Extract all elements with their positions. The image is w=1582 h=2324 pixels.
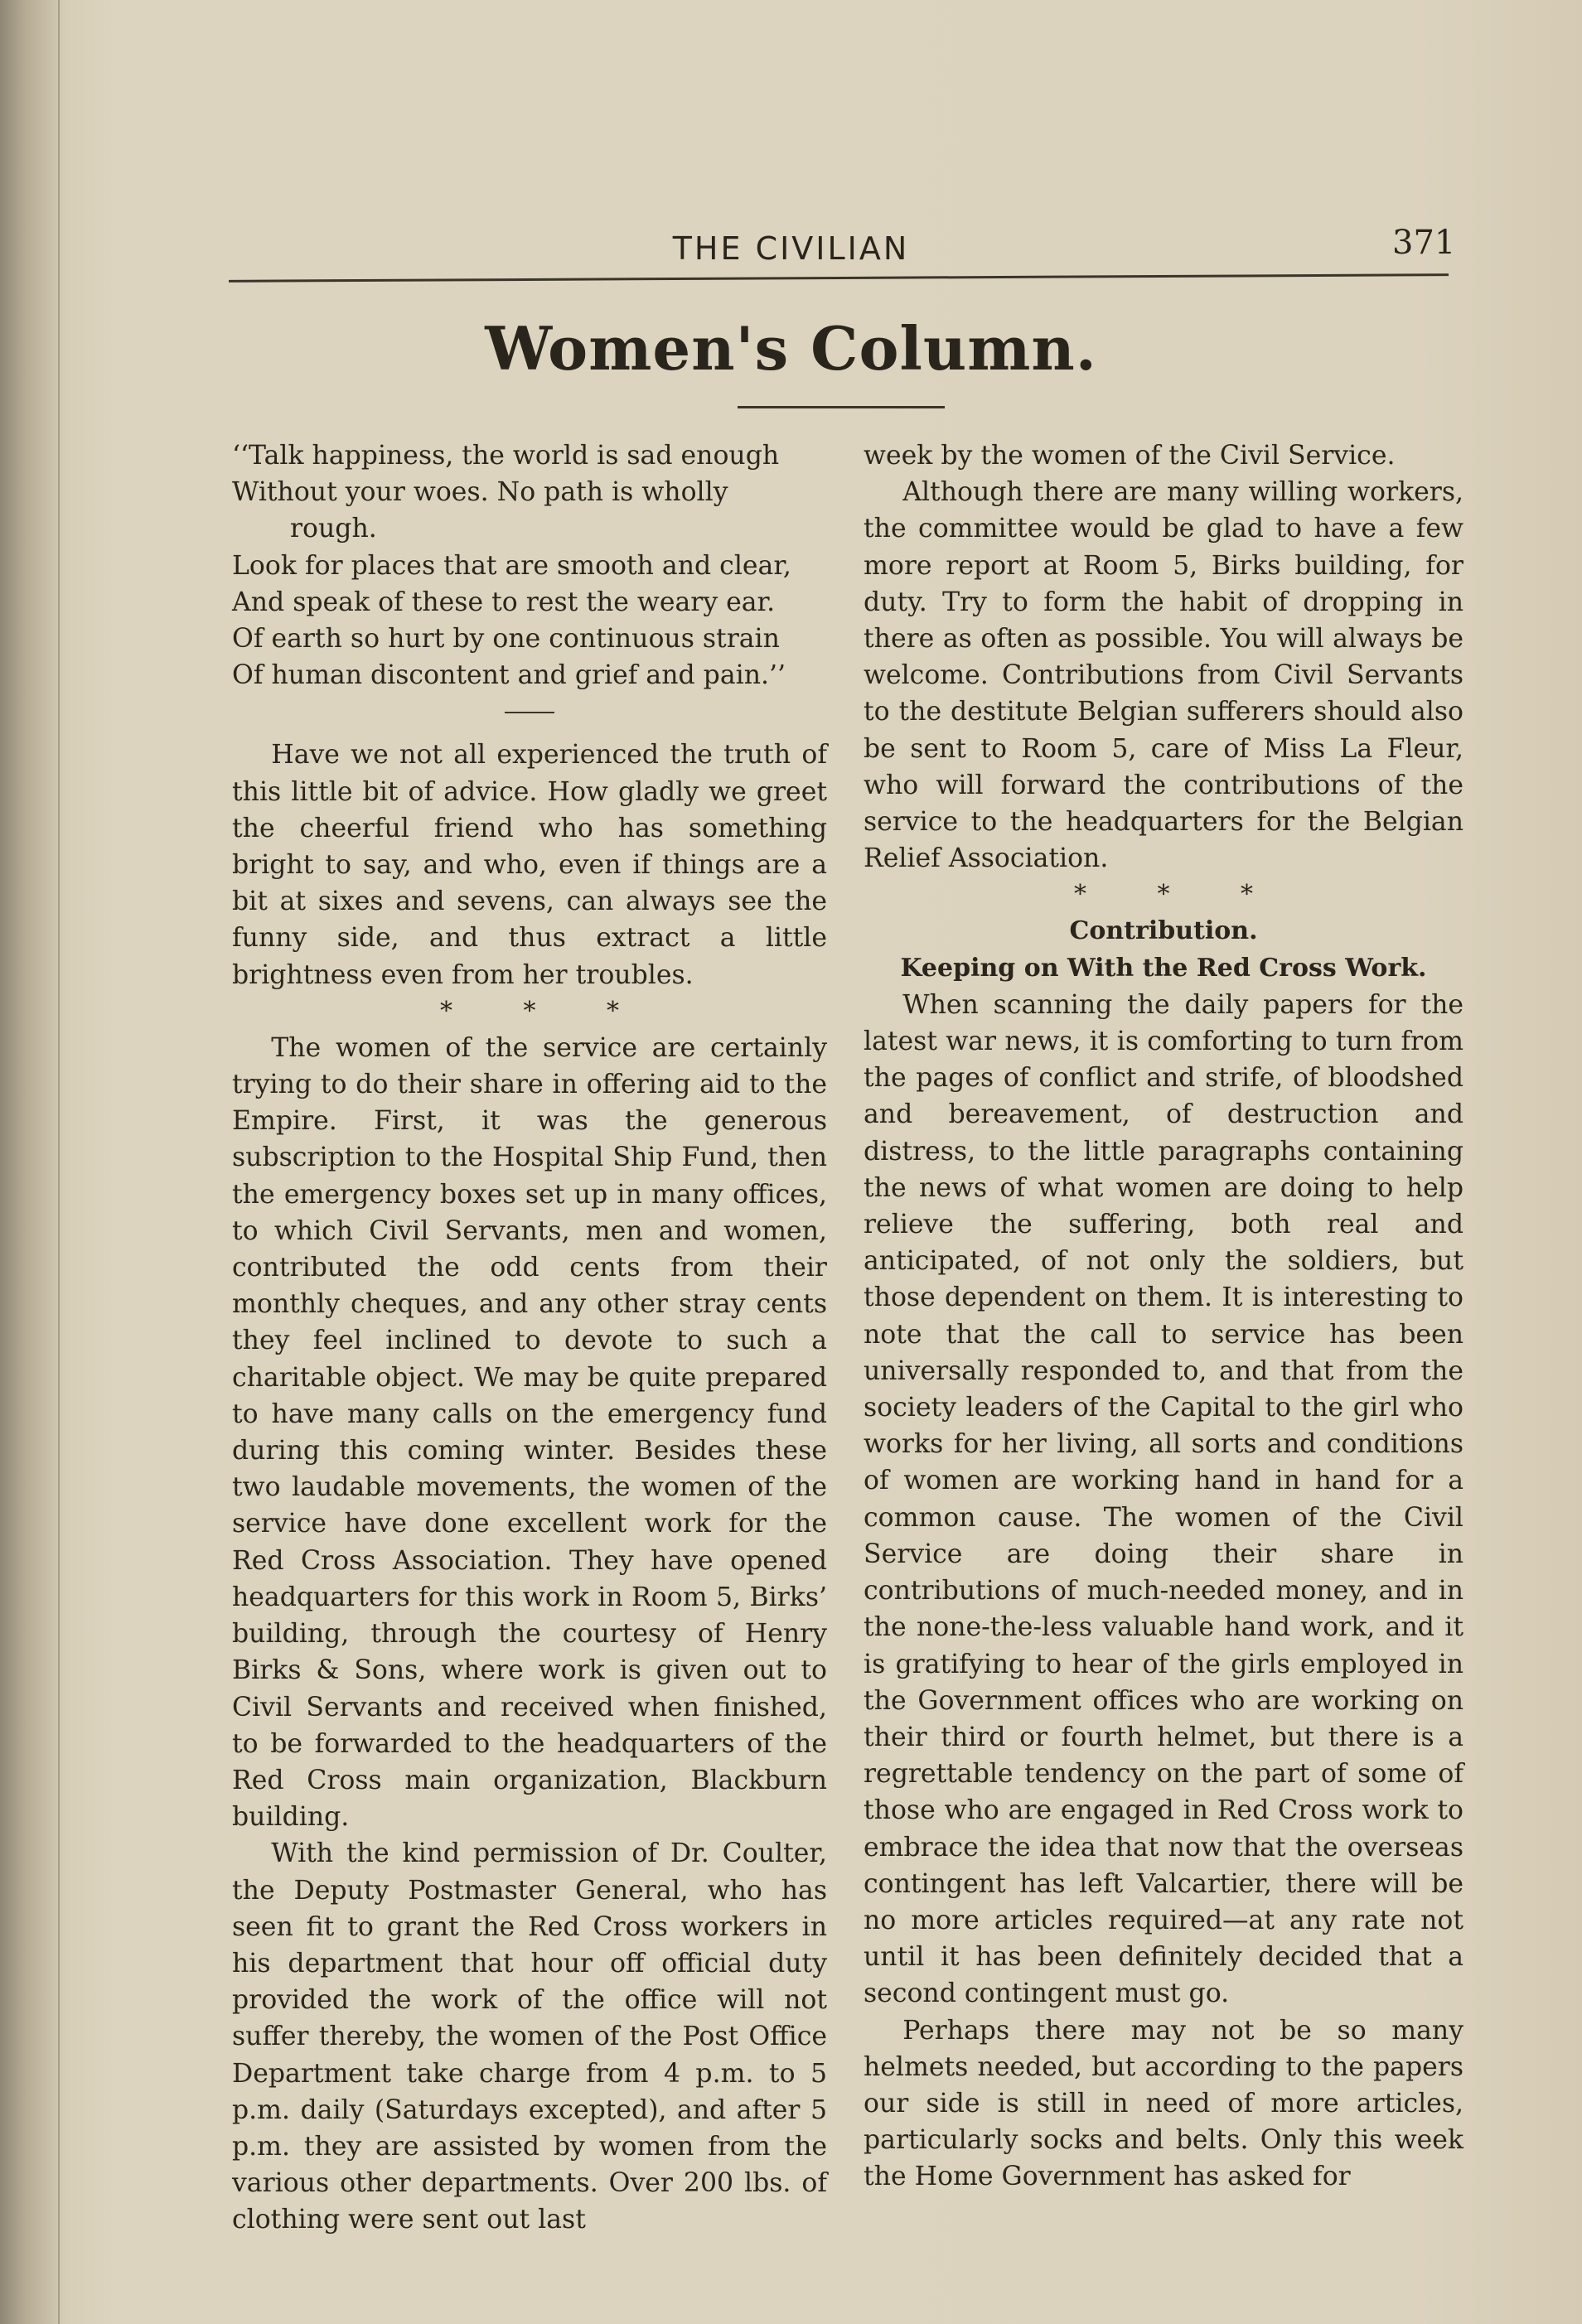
paragraph: Have we not all experienced the truth of this little bit of advice. How gladly we greet the cheerful friend who has something bright to say, and who, even if things are a bit at sixes and sevens, can always see the funny side, and thus extract a little brightness even from her troubles. — [232, 740, 827, 990]
paragraph: Although there are many willing workers, the committee would be glad to have a few more report at Room 5, Birks building, for duty. Try to form the habit of dropping in there as often as possible. You will always be welcome. Contributions from Civil Servants to the destitute Belgian sufferers should also be sent to Room 5, care of Miss La Fleur, who will forward the contributions of the service to the headquarters for the Belgian Relief Association. — [864, 477, 1463, 874]
right-column — [864, 437, 1463, 2196]
paragraph: The women of the service are certainly trying to do their share in offering aid to the Empire. First, it was the generous subscription to the Hospital Ship Fund, then the emergency boxes set up in many offices, to which Civil Servants, men and women, contributed the odd cents from their monthly cheques, and any other stray cents they feel inclined to devote to such a charitable object. We may be quite prepared to have many calls on the emergency fund during this coming winter. Besides these two laudable movements, the women of the service have done excellent work for the Red Cross Association. They have opened headquarters for this work in Room 5, Birks’ building, through the courtesy of Henry Birks & Sons, where work is given out to Civil Servants and received when finished, to be forwarded to the headquarters of the Red Cross main organization, Blackburn building. — [232, 1032, 827, 1833]
poem-line: Of earth so hurt by one continuous strain — [232, 624, 780, 655]
asterism-divider: * * * — [439, 996, 651, 1026]
poem-line: Look for places that are smooth and clear, — [232, 550, 791, 581]
paragraph: Perhaps there may not be so many helmets needed, but according to the papers our side is still in need of more articles, particularly socks and belts. Only this week the Home Government has asked for — [864, 2015, 1463, 2192]
section-divider — [505, 712, 554, 713]
poem-line: Without your woes. No path is wholly — [232, 477, 728, 508]
page-number: 371 — [1392, 224, 1456, 262]
paragraph: With the kind permission of Dr. Coulter, the Deputy Postmaster General, who has seen fit to grant the Red Cross workers in his department that hour off official duty provided the work of the office will not suffer thereby, the women of the Post Office Department take charge from 4 p.m. to 5 p.m. daily (Saturdays excepted), and after 5 p.m. they are assisted by women from the various other departments. Over 200 lbs. of clothing were sent out last — [232, 1838, 827, 2235]
paragraph: When scanning the daily papers for the latest war news, it is comforting to turn from the pages of conflict and strife, of bloodshed and bereavement, of destruction and distress, to the little paragraphs containing the news of what women are doing to help relieve the suffering, both real and anticipated, of not only the soldiers, but those dependent on them. It is interesting to note that the call to service has been universally responded to, and that from the society leaders of the Capital to the girl who works for her living, all sorts and conditions of women are working hand in hand for a common cause. The women of the Civil Service are doing their share in contributions of much-needed money, and in the none-the-less valuable hand work, and it is gratifying to hear of the girls employed in the Government offices who are working on their third or fourth helmet, but there is a regrettable tendency on the part of some of those who are engaged in Red Cross work to embrace the idea that now that the overseas contingent has left Valcartier, there will be no more articles required—at any rate not until it has been definitely decided that a second contingent must go. — [864, 989, 1463, 2009]
section-subheading: Contribution. — [1069, 916, 1258, 946]
poem-line: Of human discontent and grief and pain.’’ — [232, 660, 786, 691]
heading-rule — [738, 406, 945, 408]
poem-quote — [232, 437, 827, 693]
poem-line: rough. — [290, 514, 377, 544]
left-column — [232, 437, 827, 2239]
poem-line: And speak of these to rest the weary ear. — [232, 587, 776, 617]
column-heading: Women's Column. — [485, 313, 1097, 384]
asterism-divider: * * * — [1073, 880, 1285, 910]
publication-title: THE CIVILIAN — [672, 230, 910, 267]
poem-line: ‘‘Talk happiness, the world is sad enough — [232, 441, 780, 471]
article-title: Keeping on With the Red Cross Work. — [900, 953, 1427, 983]
header-rule — [229, 273, 1449, 283]
paragraph-continuation: week by the women of the Civil Service. — [864, 441, 1396, 471]
